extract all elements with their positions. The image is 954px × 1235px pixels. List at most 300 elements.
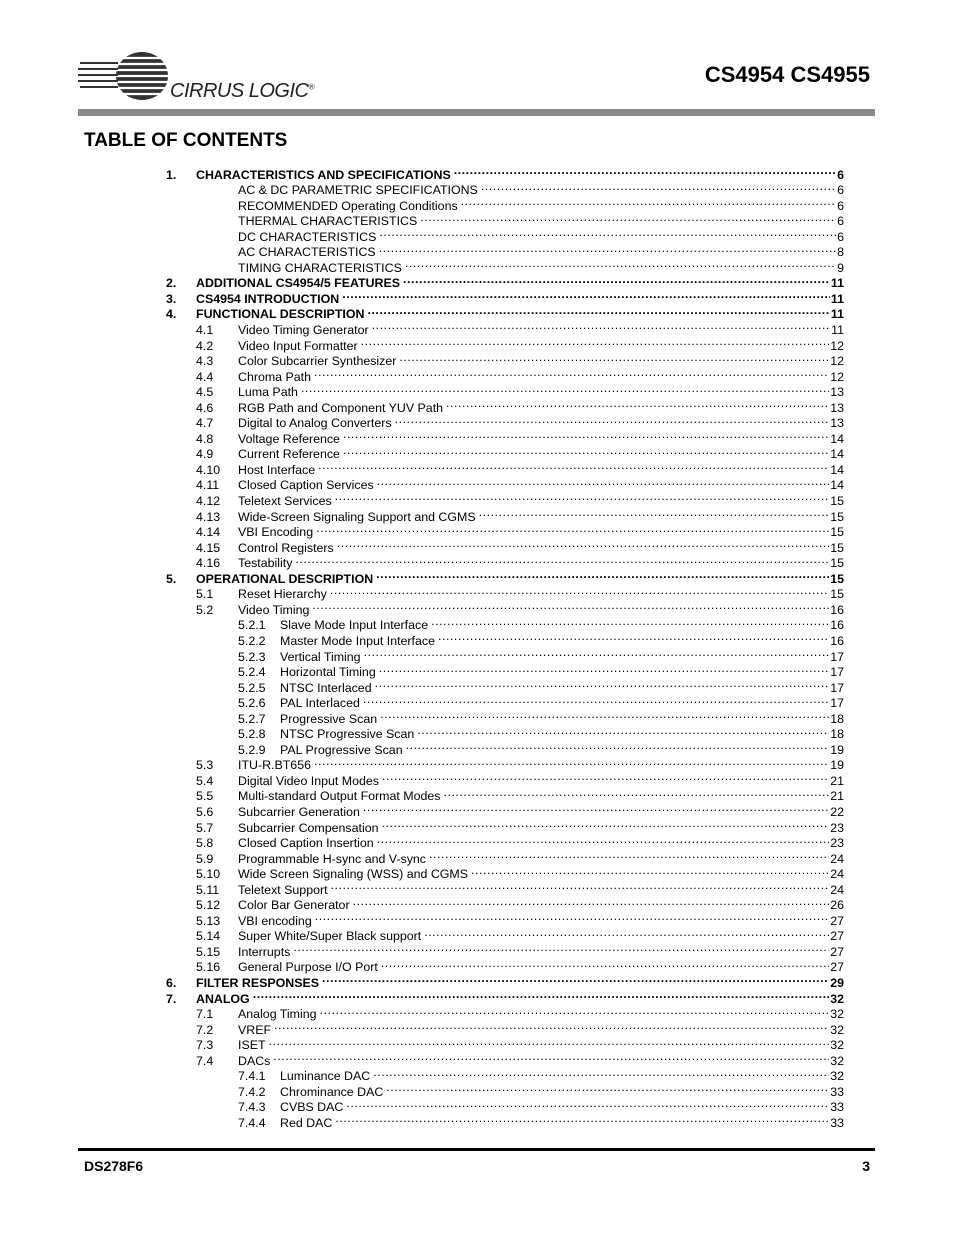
toc-dot-leader bbox=[346, 1096, 829, 1112]
toc-dot-leader bbox=[377, 832, 830, 848]
toc-entry-title: FUNCTIONAL DESCRIPTION bbox=[196, 307, 365, 322]
toc-entry-page: 15 bbox=[830, 509, 844, 524]
toc-dot-leader bbox=[381, 956, 829, 972]
toc-entry-number: 5.11 bbox=[196, 882, 220, 897]
toc-entry[interactable] bbox=[166, 676, 844, 695]
toc-entry[interactable] bbox=[166, 769, 844, 788]
toc-entry[interactable] bbox=[166, 832, 844, 851]
toc-entry-page: 11 bbox=[830, 276, 844, 291]
toc-entry[interactable] bbox=[166, 458, 844, 477]
toc-dot-leader bbox=[454, 163, 836, 179]
toc-entry[interactable] bbox=[166, 1080, 844, 1099]
toc-dot-leader bbox=[301, 381, 829, 397]
toc-entry-number: 5.2 bbox=[196, 602, 214, 617]
toc-entry-number: 5.14 bbox=[196, 929, 221, 944]
toc-entry-page: 23 bbox=[830, 836, 844, 851]
toc-dot-leader bbox=[335, 489, 830, 505]
toc-entry[interactable] bbox=[166, 878, 844, 897]
toc-entry[interactable] bbox=[166, 661, 844, 680]
toc-entry-number: 5.2.5 bbox=[238, 680, 266, 695]
toc-entry[interactable] bbox=[166, 567, 844, 586]
toc-entry-title: Voltage Reference bbox=[238, 431, 340, 446]
toc-entry-number: 4.13 bbox=[196, 509, 221, 524]
toc-entry-page: 32 bbox=[830, 1007, 844, 1022]
toc-entry-number: 4. bbox=[166, 307, 177, 322]
toc-entry-title: Digital Video Input Modes bbox=[238, 773, 379, 788]
toc-dot-leader bbox=[382, 816, 830, 832]
toc-entry-title: Subcarrier Generation bbox=[238, 804, 360, 819]
toc-dot-leader bbox=[361, 334, 830, 350]
toc-entry-title: Wide-Screen Signaling Support and CGMS bbox=[238, 509, 476, 524]
toc-entry-number: 7.1 bbox=[196, 1007, 214, 1022]
header-rule bbox=[78, 109, 875, 116]
toc-entry-page: 27 bbox=[830, 929, 844, 944]
toc-entry[interactable] bbox=[166, 443, 844, 462]
toc-entry-title: AC & DC PARAMETRIC SPECIFICATIONS bbox=[238, 183, 478, 198]
toc-entry-title: CS4954 INTRODUCTION bbox=[196, 291, 340, 306]
table-of-contents bbox=[166, 163, 844, 1130]
toc-entry-title: Video Timing Generator bbox=[238, 323, 369, 338]
toc-entry-number: 5.2.6 bbox=[238, 696, 266, 711]
toc-entry-title: Color Bar Generator bbox=[238, 898, 350, 913]
toc-entry-title: AC CHARACTERISTICS bbox=[238, 245, 376, 260]
toc-entry-page: 14 bbox=[830, 447, 844, 462]
toc-entry-title: Closed Caption Insertion bbox=[238, 836, 374, 851]
toc-entry-page: 19 bbox=[830, 758, 844, 773]
toc-entry-page: 27 bbox=[830, 944, 844, 959]
toc-entry[interactable] bbox=[166, 987, 844, 1006]
toc-entry[interactable] bbox=[166, 707, 844, 726]
toc-dot-leader bbox=[373, 1065, 829, 1081]
toc-dot-leader bbox=[431, 614, 829, 630]
toc-entry-title: ISET bbox=[238, 1038, 266, 1053]
toc-entry-page: 18 bbox=[830, 727, 844, 742]
toc-entry-page: 21 bbox=[830, 773, 844, 788]
toc-entry-page: 32 bbox=[830, 1022, 844, 1037]
toc-entry-page: 8 bbox=[837, 245, 844, 260]
toc-entry[interactable] bbox=[166, 614, 844, 633]
toc-entry-number: 5.2.9 bbox=[238, 742, 266, 757]
toc-entry-title: Chroma Path bbox=[238, 369, 312, 384]
toc-entry-page: 15 bbox=[830, 556, 844, 571]
toc-entry[interactable] bbox=[166, 971, 844, 990]
toc-entry[interactable] bbox=[166, 629, 844, 648]
toc-entry[interactable] bbox=[166, 505, 844, 524]
toc-entry-title: OPERATIONAL DESCRIPTION bbox=[196, 571, 374, 586]
toc-entry[interactable] bbox=[166, 396, 844, 415]
toc-entry-title: Progressive Scan bbox=[280, 711, 378, 726]
toc-dot-leader bbox=[320, 1003, 830, 1019]
toc-entry[interactable] bbox=[166, 956, 844, 975]
toc-dot-leader bbox=[353, 894, 830, 910]
toc-entry[interactable] bbox=[166, 272, 844, 291]
toc-entry-number: 5.2.4 bbox=[238, 665, 266, 680]
toc-entry-number: 5.13 bbox=[196, 913, 221, 928]
toc-entry-title: NTSC Progressive Scan bbox=[280, 727, 415, 742]
toc-entry-page: 14 bbox=[830, 478, 844, 493]
toc-entry-page: 23 bbox=[830, 820, 844, 835]
toc-entry[interactable] bbox=[166, 940, 844, 959]
toc-entry-page: 24 bbox=[830, 851, 844, 866]
toc-entry-title: NTSC Interlaced bbox=[280, 680, 372, 695]
toc-entry-page: 27 bbox=[830, 960, 844, 975]
toc-dot-leader bbox=[438, 629, 829, 645]
toc-entry-title: Chrominance DAC bbox=[280, 1084, 384, 1099]
toc-dot-leader bbox=[314, 365, 829, 381]
toc-entry-number: 5.7 bbox=[196, 820, 214, 835]
toc-dot-leader bbox=[417, 723, 829, 739]
toc-entry-title: Control Registers bbox=[238, 540, 334, 555]
toc-dot-leader bbox=[420, 210, 836, 226]
toc-dot-leader bbox=[406, 738, 830, 754]
toc-entry-number: 3. bbox=[166, 291, 177, 306]
toc-entry-page: 32 bbox=[830, 1038, 844, 1053]
toc-entry[interactable] bbox=[166, 598, 844, 617]
toc-entry-page: 11 bbox=[831, 323, 844, 338]
toc-entry[interactable] bbox=[166, 194, 844, 213]
toc-entry-number: 5.2.3 bbox=[238, 649, 266, 664]
toc-entry-number: 5.8 bbox=[196, 836, 214, 851]
toc-entry-page: 17 bbox=[830, 680, 844, 695]
footer-page-number: 3 bbox=[862, 1158, 870, 1174]
toc-entry-number: 4.4 bbox=[196, 369, 214, 384]
toc-entry-number: 4.12 bbox=[196, 494, 221, 509]
toc-dot-leader bbox=[377, 474, 830, 490]
toc-entry-number: 4.6 bbox=[196, 400, 214, 415]
toc-dot-leader bbox=[295, 552, 829, 568]
toc-entry-number: 5.12 bbox=[196, 898, 221, 913]
toc-entry[interactable] bbox=[166, 1018, 844, 1037]
brand-wordmark: CIRRUS LOGIC® bbox=[170, 80, 314, 102]
toc-entry-title: Current Reference bbox=[238, 447, 340, 462]
toc-entry-page: 14 bbox=[830, 431, 844, 446]
toc-entry-number: 4.11 bbox=[196, 478, 220, 493]
toc-entry-title: Super White/Super Black support bbox=[238, 929, 422, 944]
toc-entry-page: 17 bbox=[830, 649, 844, 664]
toc-entry-title: PAL Progressive Scan bbox=[280, 742, 403, 757]
toc-entry-number: 6. bbox=[166, 975, 177, 990]
toc-entry[interactable] bbox=[166, 365, 844, 384]
toc-entry-page: 32 bbox=[830, 1069, 844, 1084]
toc-dot-leader bbox=[274, 1018, 829, 1034]
toc-entry-page: 6 bbox=[837, 214, 844, 229]
toc-entry-title: CVBS DAC bbox=[280, 1100, 344, 1115]
toc-entry[interactable] bbox=[166, 225, 844, 244]
toc-dot-leader bbox=[382, 769, 829, 785]
toc-entry-title: FILTER RESPONSES bbox=[196, 975, 320, 990]
toc-entry-page: 15 bbox=[830, 525, 844, 540]
toc-entry[interactable] bbox=[166, 800, 844, 819]
toc-entry-title: RGB Path and Component YUV Path bbox=[238, 400, 444, 415]
toc-entry-number: 5.16 bbox=[196, 960, 221, 975]
toc-entry-title: Color Subcarrier Synthesizer bbox=[238, 354, 397, 369]
toc-entry-page: 33 bbox=[830, 1115, 844, 1130]
toc-dot-leader bbox=[316, 521, 829, 537]
toc-entry[interactable] bbox=[166, 552, 844, 571]
toc-entry-number: 4.8 bbox=[196, 431, 214, 446]
toc-entry-page: 21 bbox=[830, 789, 844, 804]
toc-entry-page: 15 bbox=[830, 494, 844, 509]
toc-dot-leader bbox=[363, 800, 829, 816]
toc-entry-page: 32 bbox=[830, 991, 844, 1006]
toc-entry-number: 7.4.2 bbox=[238, 1084, 266, 1099]
toc-dot-leader bbox=[273, 1049, 829, 1065]
toc-entry[interactable] bbox=[166, 427, 844, 446]
toc-entry-title: VBI encoding bbox=[238, 913, 312, 928]
toc-entry[interactable] bbox=[166, 412, 844, 431]
toc-entry[interactable] bbox=[166, 738, 844, 757]
toc-dot-leader bbox=[337, 536, 829, 552]
toc-entry-number: 5. bbox=[166, 571, 177, 586]
toc-entry-title: VBI Encoding bbox=[238, 525, 314, 540]
toc-entry-page: 24 bbox=[830, 882, 844, 897]
toc-entry[interactable] bbox=[166, 816, 844, 835]
toc-dot-leader bbox=[342, 287, 830, 303]
toc-dot-leader bbox=[479, 505, 830, 521]
toc-entry-page: 12 bbox=[830, 338, 844, 353]
toc-entry-page: 9 bbox=[837, 260, 844, 275]
toc-entry-page: 15 bbox=[830, 540, 844, 555]
toc-entry[interactable] bbox=[166, 785, 844, 804]
toc-entry[interactable] bbox=[166, 179, 844, 198]
toc-entry-number: 5.2.7 bbox=[238, 711, 266, 726]
toc-entry[interactable] bbox=[166, 583, 844, 602]
toc-entry-page: 11 bbox=[830, 291, 844, 306]
toc-entry[interactable] bbox=[166, 847, 844, 866]
toc-entry-number: 5.9 bbox=[196, 851, 214, 866]
toc-dot-leader bbox=[379, 225, 836, 241]
toc-entry-page: 6 bbox=[837, 167, 844, 182]
toc-entry-number: 4.2 bbox=[196, 338, 214, 353]
toc-entry-page: 11 bbox=[830, 307, 844, 322]
toc-entry-number: 4.9 bbox=[196, 447, 214, 462]
toc-dot-leader bbox=[461, 194, 836, 210]
toc-entry-page: 17 bbox=[830, 696, 844, 711]
toc-dot-leader bbox=[343, 443, 829, 459]
toc-dot-leader bbox=[446, 396, 829, 412]
toc-entry[interactable] bbox=[166, 350, 844, 369]
toc-entry-page: 6 bbox=[837, 229, 844, 244]
toc-dot-leader bbox=[363, 692, 829, 708]
toc-entry-page: 29 bbox=[830, 975, 844, 990]
toc-dot-leader bbox=[395, 412, 830, 428]
toc-entry-number: 4.14 bbox=[196, 525, 221, 540]
toc-entry-number: 5.15 bbox=[196, 944, 221, 959]
toc-entry-title: VREF bbox=[238, 1022, 272, 1037]
toc-entry[interactable] bbox=[166, 1065, 844, 1084]
toc-entry-title: Master Mode Input Interface bbox=[280, 633, 435, 648]
toc-entry-title: Luminance DAC bbox=[280, 1069, 371, 1084]
toc-entry-page: 16 bbox=[830, 618, 844, 633]
toc-dot-leader bbox=[253, 987, 830, 1003]
toc-entry[interactable] bbox=[166, 754, 844, 773]
toc-entry[interactable] bbox=[166, 925, 844, 944]
toc-entry-title: Digital to Analog Converters bbox=[238, 416, 392, 431]
toc-dot-leader bbox=[443, 785, 829, 801]
toc-entry[interactable] bbox=[166, 1111, 844, 1130]
toc-dot-leader bbox=[312, 598, 829, 614]
toc-entry[interactable] bbox=[166, 287, 844, 306]
toc-dot-leader bbox=[364, 645, 830, 661]
toc-entry-title: Red DAC bbox=[280, 1115, 333, 1130]
toc-dot-leader bbox=[403, 272, 830, 288]
toc-entry-title: THERMAL CHARACTERISTICS bbox=[238, 214, 418, 229]
toc-entry-title: ADDITIONAL CS4954/5 FEATURES bbox=[196, 276, 401, 291]
toc-entry-number: 5.2.8 bbox=[238, 727, 266, 742]
toc-entry[interactable] bbox=[166, 474, 844, 493]
toc-entry-number: 5.3 bbox=[196, 758, 214, 773]
toc-entry-title: Teletext Services bbox=[238, 494, 332, 509]
toc-entry[interactable] bbox=[166, 334, 844, 353]
toc-dot-leader bbox=[318, 458, 829, 474]
toc-dot-leader bbox=[429, 847, 829, 863]
toc-entry-page: 33 bbox=[830, 1084, 844, 1099]
toc-entry[interactable] bbox=[166, 256, 844, 275]
toc-entry-page: 22 bbox=[830, 804, 844, 819]
toc-entry[interactable] bbox=[166, 318, 844, 338]
toc-entry-number: 4.15 bbox=[196, 540, 221, 555]
toc-dot-leader bbox=[405, 256, 836, 272]
toc-entry-title: Slave Mode Input Interface bbox=[280, 618, 429, 633]
toc-dot-leader bbox=[375, 676, 830, 692]
toc-entry-number: 2. bbox=[166, 276, 177, 291]
toc-entry-page: 6 bbox=[837, 198, 844, 213]
toc-entry-title: Multi-standard Output Format Modes bbox=[238, 789, 441, 804]
toc-dot-leader bbox=[330, 583, 829, 599]
toc-entry-number: 5.5 bbox=[196, 789, 214, 804]
toc-entry-title: Vertical Timing bbox=[280, 649, 361, 664]
toc-entry[interactable] bbox=[166, 692, 844, 711]
toc-entry-title: PAL Interlaced bbox=[280, 696, 360, 711]
toc-entry-number: 4.16 bbox=[196, 556, 221, 571]
toc-entry-title: Host Interface bbox=[238, 462, 316, 477]
toc-entry-page: 13 bbox=[830, 416, 844, 431]
toc-entry-number: 7.3 bbox=[196, 1038, 214, 1053]
toc-entry-title: RECOMMENDED Operating Conditions bbox=[238, 198, 458, 213]
toc-entry-title: Closed Caption Services bbox=[238, 478, 374, 493]
toc-entry[interactable] bbox=[166, 1034, 844, 1053]
toc-entry-number: 4.5 bbox=[196, 385, 214, 400]
toc-entry-title: Video Timing bbox=[238, 602, 310, 617]
toc-entry-title: Reset Hierarchy bbox=[238, 587, 327, 602]
toc-heading: TABLE OF CONTENTS bbox=[84, 130, 288, 151]
toc-entry-title: General Purpose I/O Port bbox=[238, 960, 378, 975]
toc-dot-leader bbox=[335, 1111, 829, 1127]
toc-entry[interactable] bbox=[166, 894, 844, 913]
toc-entry[interactable] bbox=[166, 163, 844, 182]
toc-entry[interactable] bbox=[166, 863, 844, 882]
footer-doc-id: DS278F6 bbox=[84, 1158, 144, 1174]
toc-dot-leader bbox=[399, 350, 829, 366]
toc-entry-number: 5.10 bbox=[196, 867, 221, 882]
toc-dot-leader bbox=[372, 318, 830, 334]
toc-entry-page: 33 bbox=[830, 1100, 844, 1115]
toc-entry-title: Programmable H-sync and V-sync bbox=[238, 851, 426, 866]
toc-dot-leader bbox=[293, 940, 829, 956]
toc-entry-title: ANALOG bbox=[196, 991, 250, 1006]
toc-entry-title: Horizontal Timing bbox=[280, 665, 376, 680]
toc-entry-number: 5.2.1 bbox=[238, 618, 266, 633]
toc-dot-leader bbox=[481, 179, 836, 195]
toc-dot-leader bbox=[367, 303, 829, 319]
toc-entry-page: 13 bbox=[830, 400, 844, 415]
toc-entry-title: Video Input Formatter bbox=[238, 338, 358, 353]
toc-entry-page: 13 bbox=[830, 385, 844, 400]
toc-entry[interactable] bbox=[166, 210, 844, 229]
toc-entry-title: ITU-R.BT656 bbox=[238, 758, 311, 773]
toc-entry-page: 14 bbox=[830, 462, 844, 477]
toc-entry-page: 19 bbox=[830, 742, 844, 757]
toc-dot-leader bbox=[386, 1080, 829, 1096]
toc-entry-title: Subcarrier Compensation bbox=[238, 820, 379, 835]
toc-entry-page: 27 bbox=[830, 913, 844, 928]
toc-entry[interactable] bbox=[166, 521, 844, 540]
toc-entry-page: 16 bbox=[830, 633, 844, 648]
toc-entry[interactable] bbox=[166, 489, 844, 509]
document-title: CS4954 CS4955 bbox=[704, 62, 870, 87]
toc-entry-number: 7.4 bbox=[196, 1053, 214, 1068]
toc-entry-page: 15 bbox=[830, 571, 844, 586]
footer-rule bbox=[78, 1148, 875, 1151]
toc-entry[interactable] bbox=[166, 645, 844, 664]
toc-dot-leader bbox=[343, 427, 829, 443]
toc-dot-leader bbox=[379, 241, 836, 257]
toc-entry-number: 5.2.2 bbox=[238, 633, 266, 648]
toc-entry-number: 7.4.3 bbox=[238, 1100, 266, 1115]
toc-dot-leader bbox=[424, 925, 829, 941]
toc-entry-number: 7.4.4 bbox=[238, 1115, 266, 1130]
toc-entry[interactable] bbox=[166, 303, 844, 322]
toc-dot-leader bbox=[314, 754, 829, 770]
toc-entry-page: 17 bbox=[830, 665, 844, 680]
toc-entry-number: 5.6 bbox=[196, 804, 214, 819]
toc-entry-title: Teletext Support bbox=[238, 882, 328, 897]
toc-entry[interactable] bbox=[166, 536, 844, 555]
toc-entry[interactable] bbox=[166, 381, 844, 400]
toc-entry-title: Interrupts bbox=[238, 944, 291, 959]
toc-entry-page: 26 bbox=[830, 898, 844, 913]
toc-entry-title: Analog Timing bbox=[238, 1007, 317, 1022]
toc-entry-title: TIMING CHARACTERISTICS bbox=[238, 260, 402, 275]
toc-entry[interactable] bbox=[166, 1049, 844, 1068]
toc-entry-title: Wide Screen Signaling (WSS) and CGMS bbox=[238, 867, 469, 882]
toc-entry-number: 4.1 bbox=[196, 323, 214, 338]
toc-entry-title: CHARACTERISTICS AND SPECIFICATIONS bbox=[196, 167, 451, 182]
toc-entry[interactable] bbox=[166, 241, 844, 260]
toc-entry[interactable] bbox=[166, 723, 844, 742]
toc-dot-leader bbox=[380, 707, 829, 723]
toc-dot-leader bbox=[471, 863, 829, 879]
toc-entry-number: 5.4 bbox=[196, 773, 214, 788]
toc-entry-number: 4.7 bbox=[196, 416, 214, 431]
toc-entry-number: 7.2 bbox=[196, 1022, 214, 1037]
toc-entry-page: 32 bbox=[830, 1053, 844, 1068]
toc-entry-page: 12 bbox=[830, 354, 844, 369]
toc-entry-number: 7. bbox=[166, 991, 177, 1006]
toc-entry-number: 7.4.1 bbox=[238, 1069, 266, 1084]
toc-dot-leader bbox=[269, 1034, 830, 1050]
toc-entry-page: 6 bbox=[837, 183, 844, 198]
toc-entry-page: 15 bbox=[830, 587, 844, 602]
toc-entry[interactable] bbox=[166, 1096, 844, 1115]
toc-entry-title: Luma Path bbox=[238, 385, 298, 400]
toc-dot-leader bbox=[379, 661, 829, 677]
toc-entry-number: 4.3 bbox=[196, 354, 214, 369]
toc-entry[interactable] bbox=[166, 909, 844, 928]
toc-dot-leader bbox=[331, 878, 830, 894]
toc-entry-number: 5.1 bbox=[196, 587, 214, 602]
toc-entry[interactable] bbox=[166, 1003, 844, 1022]
